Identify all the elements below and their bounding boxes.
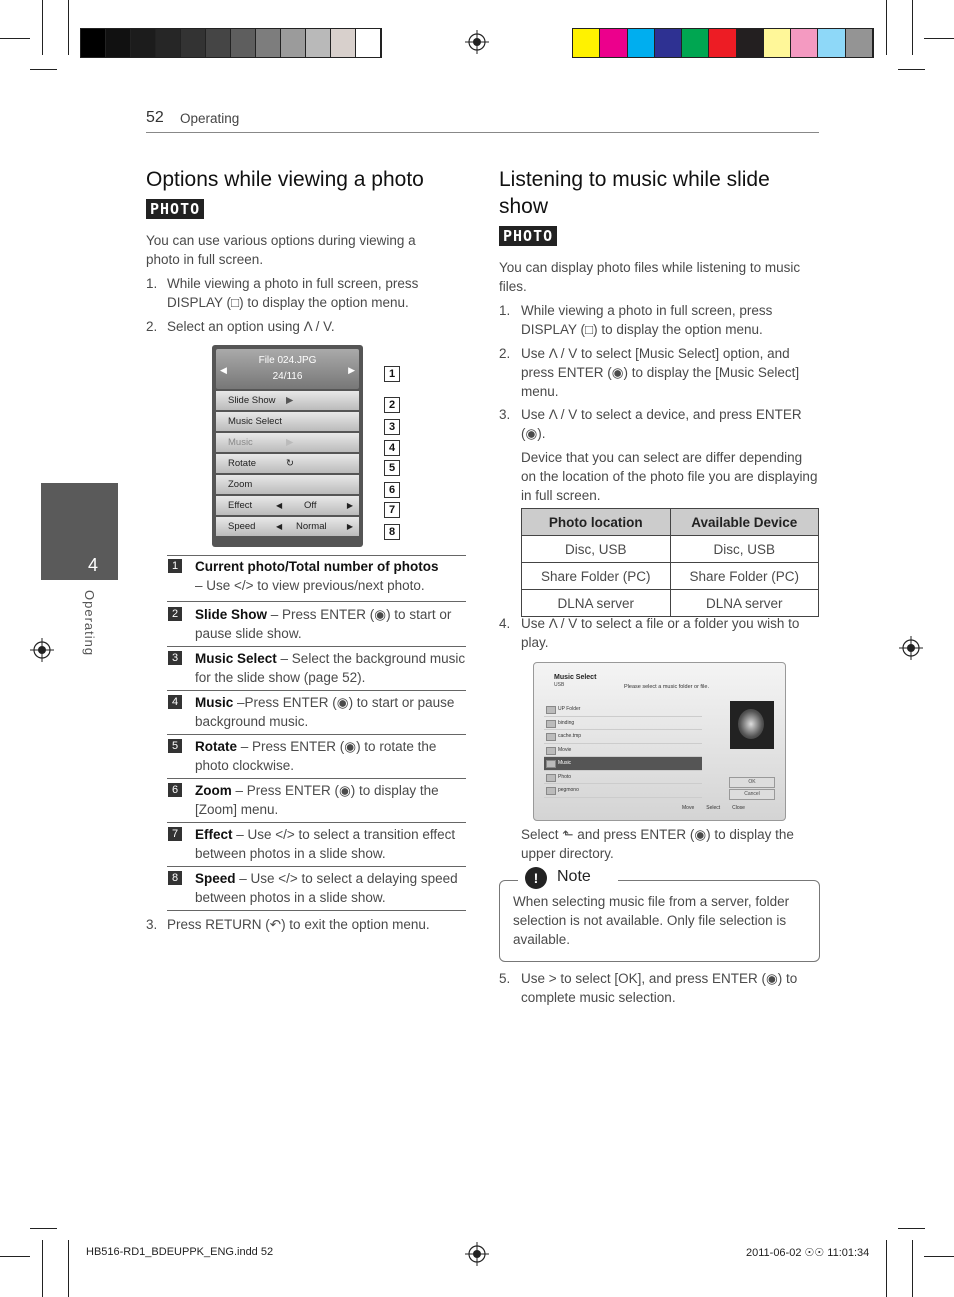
gray-swatch: [281, 29, 306, 57]
registration-mark-icon: [899, 636, 923, 660]
screen-subtitle: USB: [554, 682, 565, 688]
thumbnail: [730, 701, 774, 749]
ok-button[interactable]: OK: [729, 777, 775, 788]
device-table: [521, 508, 819, 617]
header-rule: [146, 132, 819, 133]
gray-swatch: [156, 29, 181, 57]
effect-value: Off: [304, 500, 317, 511]
chevron-left-icon: ◀: [276, 501, 283, 510]
speed-value: Normal: [296, 521, 327, 532]
right-step-3: Use Λ / V to select a device, and press ENTER (◉).: [521, 407, 802, 441]
callout-8: 8: [384, 524, 400, 540]
table-cell: Disc, USB: [670, 536, 819, 563]
left-step-2: Select an option using Λ / V.: [167, 319, 335, 334]
legend-number: 2: [168, 607, 182, 621]
menu-file-count: 24/116: [272, 371, 303, 382]
step-number: 3.: [499, 407, 511, 422]
color-swatch: [682, 29, 709, 57]
section-title: Operating: [180, 111, 240, 126]
table-cell: Share Folder (PC): [522, 563, 671, 590]
color-swatch: [573, 29, 600, 57]
chapter-label: Operating: [82, 590, 97, 657]
menu-header: [216, 349, 359, 389]
screen-title: Music Select: [554, 674, 597, 681]
hint-move: Move: [682, 805, 695, 811]
gray-swatch: [331, 29, 356, 57]
right-intro: You can display photo files while listening to music files.: [499, 260, 801, 294]
folder-icon: [546, 733, 556, 741]
menu-row-label: Effect: [228, 500, 253, 511]
gray-swatch: [256, 29, 281, 57]
screen-prompt: Please select a music folder or file.: [624, 684, 709, 690]
color-swatch: [846, 29, 873, 57]
legend-text: – Press ENTER (◉) to rotate the photo clockwise.: [195, 739, 437, 773]
gray-swatch: [131, 29, 156, 57]
legend-text: – Use </> to select a delaying speed between photos in a slide show.: [195, 871, 458, 905]
legend-title: Current photo/Total number of photos: [195, 559, 439, 574]
music-select-screen: [533, 662, 786, 821]
legend-text: – Select the background music for the slide show (page 52).: [195, 651, 466, 685]
right-heading-line2: show: [499, 195, 549, 218]
table-cell: Share Folder (PC): [670, 563, 819, 590]
chevron-right-icon: ▶: [346, 501, 353, 510]
gray-swatch: [306, 29, 331, 57]
table-header: Photo location: [522, 509, 671, 536]
right-step-5: Use > to select [OK], and press ENTER (◉) to complete music selection.: [521, 971, 798, 1005]
legend-title: Music Select: [195, 651, 277, 666]
device-note: Device that you can select are differ depending on the location of the photo file you are displaying in full screen.: [521, 450, 818, 503]
legend-number: 6: [168, 783, 182, 797]
option-menu: [212, 345, 363, 547]
screen-list-label: cache.tmp: [558, 733, 582, 739]
folder-icon: [546, 720, 556, 728]
chapter-number: 4: [88, 555, 99, 575]
callout-7: 7: [384, 502, 400, 518]
menu-row-slide-show: [216, 391, 359, 410]
legend-title: Effect: [195, 827, 233, 842]
right-step-4: Use Λ / V to select a file or a folder you wish to play.: [521, 616, 800, 650]
note-text: When selecting music file from a server, folder selection is not available. Only file selection is available.: [513, 894, 790, 947]
photo-badge: PHOTO: [146, 199, 204, 219]
step-number: 2.: [499, 346, 511, 361]
screen-list-item[interactable]: [544, 784, 702, 798]
legend-title: Slide Show: [195, 607, 268, 622]
hint-select: Select: [706, 805, 721, 811]
folder-icon: [546, 706, 556, 714]
step-number: 3.: [146, 917, 158, 932]
legend-title: Rotate: [195, 739, 238, 754]
menu-row-speed: [216, 517, 359, 536]
gray-swatch: [81, 29, 106, 57]
left-step-3: Press RETURN (↶) to exit the option menu.: [167, 917, 430, 932]
callout-3: 3: [384, 419, 400, 435]
registration-mark-icon: [465, 1242, 489, 1266]
folder-icon: [546, 760, 556, 768]
legend-number: 1: [168, 559, 182, 573]
color-swatch: [791, 29, 818, 57]
play-icon: ▶: [286, 395, 294, 406]
gray-swatch: [231, 29, 256, 57]
photo-badge: PHOTO: [499, 226, 557, 246]
cancel-button[interactable]: Cancel: [729, 789, 775, 800]
step-number: 1.: [146, 276, 158, 291]
menu-row-label: Rotate: [228, 458, 256, 469]
legend-title: Zoom: [195, 783, 232, 798]
legend-title: Speed: [195, 871, 236, 886]
registration-mark-icon: [465, 30, 489, 54]
menu-row-label: Slide Show: [228, 395, 276, 406]
legend-title: Music: [195, 695, 234, 710]
callout-2: 2: [384, 397, 400, 413]
note-title: Note: [557, 868, 591, 885]
color-swatch: [628, 29, 655, 57]
legend-text: – Press ENTER (◉) to display the [Zoom] menu.: [195, 783, 439, 817]
chevron-left-icon: ◀: [276, 522, 283, 531]
callout-6: 6: [384, 482, 400, 498]
color-swatch: [737, 29, 764, 57]
hint-close: Close: [732, 805, 745, 811]
page-number: 52: [146, 109, 164, 126]
legend-text: – Press ENTER (◉) to start or pause slide show.: [195, 607, 452, 641]
right-step-1: While viewing a photo in full screen, press DISPLAY (□) to display the option menu.: [521, 303, 773, 337]
footer-file: HB516-RD1_BDEUPPK_ENG.indd 52: [86, 1246, 274, 1258]
color-swatch: [818, 29, 845, 57]
screen-list-label: binding: [558, 719, 575, 726]
menu-row-rotate: [216, 454, 359, 473]
table-row: [522, 590, 819, 617]
gray-swatch: [106, 29, 131, 57]
menu-row-zoom: [216, 475, 359, 494]
screen-list-label: pegmono: [558, 787, 579, 793]
hint-bar: [682, 805, 745, 811]
warning-icon: !: [525, 867, 547, 889]
screen-list-label: Music: [558, 760, 572, 766]
menu-row-music: [216, 433, 359, 452]
callout-5: 5: [384, 460, 400, 476]
legend-text: – Use </> to select a transition effect between photos in a slide show.: [195, 827, 456, 861]
table-cell: DLNA server: [670, 590, 819, 617]
legend-number: 8: [168, 871, 182, 885]
play-icon: ▶: [286, 437, 294, 448]
screen-list-item[interactable]: [544, 730, 702, 744]
color-swatch: [655, 29, 682, 57]
gray-swatch: [181, 29, 206, 57]
menu-row-label: Speed: [228, 521, 256, 532]
screen-list-item[interactable]: [544, 703, 702, 717]
legend-number: 3: [168, 651, 182, 665]
legend-number: 7: [168, 827, 182, 841]
step-number: 2.: [146, 319, 158, 334]
callout-4: 4: [384, 440, 400, 456]
footer-datetime: 2011-06-02 ☉☉ 11:01:34: [746, 1247, 870, 1259]
left-intro: You can use various options during viewing a photo in full screen.: [146, 233, 416, 267]
menu-file-name: File 024.JPG: [258, 355, 317, 366]
menu-row-label: Zoom: [228, 479, 253, 490]
legend-number: 5: [168, 739, 182, 753]
screen-list-item[interactable]: [544, 744, 702, 758]
rotate-icon: ↻: [286, 458, 294, 469]
gray-swatch: [356, 29, 381, 57]
left-heading: Options while viewing a photo: [146, 168, 424, 191]
color-swatch: [709, 29, 736, 57]
legend-text: – Use </> to view previous/next photo.: [195, 578, 425, 593]
legend-number: 4: [168, 695, 182, 709]
table-row: [522, 536, 819, 563]
step-number: 4.: [499, 616, 511, 631]
table-header: Available Device: [670, 509, 819, 536]
color-swatch: [764, 29, 791, 57]
chevron-left-icon: ◀: [220, 365, 227, 375]
left-step-1: While viewing a photo in full screen, press DISPLAY (□) to display the option menu.: [167, 276, 419, 310]
table-cell: Disc, USB: [522, 536, 671, 563]
screen-list-item[interactable]: [544, 757, 702, 771]
folder-icon: [546, 787, 556, 795]
legend-text: –Press ENTER (◉) to start or pause background music.: [195, 695, 455, 729]
step-number: 1.: [499, 303, 511, 318]
menu-row-effect: [216, 496, 359, 515]
grayscale-calibration-bar: [80, 28, 382, 58]
select-upper-directory: Select ⬑ and press ENTER (◉) to display the upper directory.: [521, 827, 794, 861]
screen-list-label: Movie: [558, 746, 572, 753]
screen-list-item[interactable]: [544, 717, 702, 731]
folder-icon: [546, 774, 556, 782]
registration-mark-icon: [30, 638, 54, 662]
table-cell: DLNA server: [522, 590, 671, 617]
callout-1: 1: [384, 366, 400, 382]
screen-list-label: Photo: [558, 773, 572, 780]
right-heading-line1: Listening to music while slide: [499, 168, 770, 191]
table-row: [522, 563, 819, 590]
chevron-right-icon: ▶: [346, 522, 353, 531]
menu-row-music-select: [216, 412, 359, 431]
chevron-right-icon: ▶: [348, 365, 355, 375]
color-calibration-bar: [572, 28, 874, 58]
screen-list-item[interactable]: [544, 771, 702, 785]
chapter-tab: [41, 483, 118, 580]
screen-list-label: UP Folder: [558, 706, 581, 712]
menu-row-label: Music: [228, 437, 253, 448]
color-swatch: [600, 29, 627, 57]
right-step-2: Use Λ / V to select [Music Select] option, and press ENTER (◉) to display the [Music Select] menu.: [521, 346, 800, 399]
menu-row-label: Music Select: [228, 416, 282, 427]
step-number: 5.: [499, 971, 511, 986]
gray-swatch: [206, 29, 231, 57]
folder-icon: [546, 747, 556, 755]
